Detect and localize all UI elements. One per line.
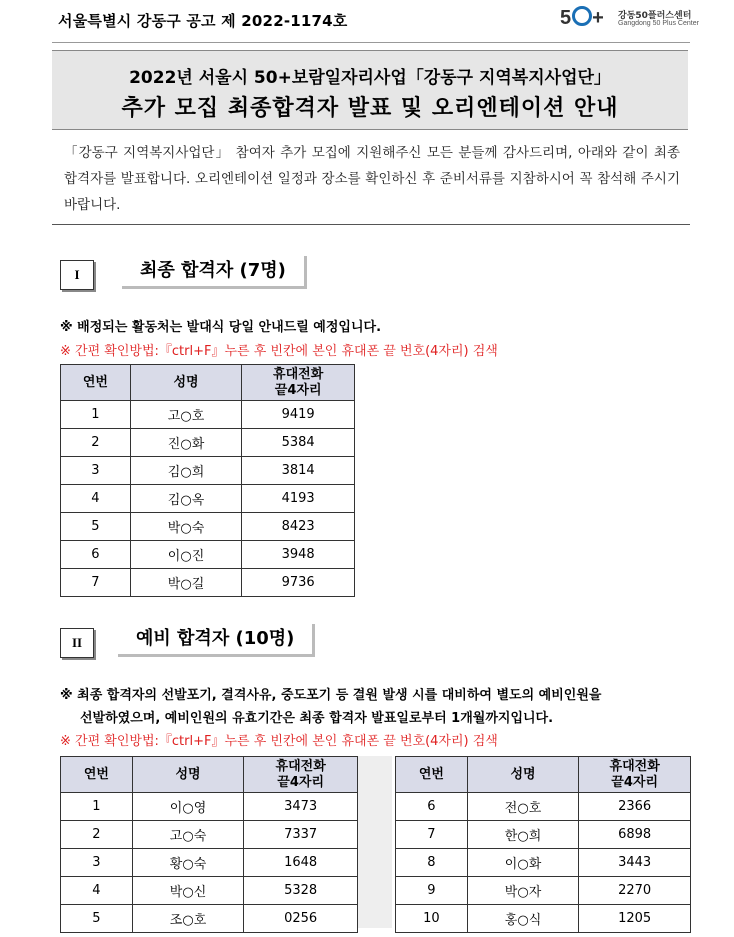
cell-name: 이○영 xyxy=(132,793,244,821)
cell-phone-last4: 5384 xyxy=(242,429,355,457)
logo-english-text: Gangdong 50 Plus Center xyxy=(618,20,699,27)
intro-divider xyxy=(52,224,690,225)
cell-number: 6 xyxy=(396,793,468,821)
section-1-note: ※ 배정되는 활동처는 발대식 당일 안내드릴 예정입니다. xyxy=(60,320,382,335)
cell-number: 2 xyxy=(61,821,133,849)
cell-phone-last4: 5328 xyxy=(244,877,358,905)
table-row xyxy=(61,485,355,513)
col-header-phone xyxy=(579,757,691,793)
header-divider xyxy=(52,42,690,43)
section-2-search-note: ※ 간편 확인방법:『ctrl+F』누른 후 빈칸에 본인 휴대폰 끝 번호(4자리) 검색 xyxy=(60,734,498,749)
cell-phone-last4: 7337 xyxy=(244,821,358,849)
cell-phone-last4: 0256 xyxy=(244,905,358,933)
title-line-1: 2022년 서울시 50+보람일자리사업「강동구 지역복지사업단」 xyxy=(129,68,611,88)
cell-number: 3 xyxy=(61,849,133,877)
cell-name: 박○길 xyxy=(130,569,242,597)
cell-number: 6 xyxy=(61,541,131,569)
center-logo xyxy=(560,6,710,34)
phone-header-line1: 휴대전화 xyxy=(273,366,324,382)
col-header-no: 연번 xyxy=(61,757,133,793)
cell-number: 1 xyxy=(61,793,133,821)
title-banner xyxy=(52,50,688,130)
logo-digit: 5 xyxy=(560,7,572,29)
col-header-phone xyxy=(244,757,358,793)
table-gap-shade xyxy=(358,756,392,928)
cell-number: 10 xyxy=(396,905,468,933)
logo-korean-text: 강동50플러스센터 xyxy=(618,11,692,21)
cell-phone-last4: 3814 xyxy=(242,457,355,485)
cell-phone-last4: 9419 xyxy=(242,401,355,429)
cell-name: 전○호 xyxy=(467,793,579,821)
section-1-search-note: ※ 간편 확인방법:『ctrl+F』누른 후 빈칸에 본인 휴대폰 끝 번호(4자리) 검색 xyxy=(60,344,498,359)
cell-phone-last4: 9736 xyxy=(242,569,355,597)
cell-name: 고○숙 xyxy=(132,821,244,849)
table-row xyxy=(396,905,691,933)
table-row xyxy=(61,541,355,569)
table-row xyxy=(61,569,355,597)
section-2-note-line-2: 선발하였으며, 예비인원의 유효기간은 최종 합격자 발표일로부터 1개월까지입니다. xyxy=(80,711,554,726)
notice-number: 서울특별시 강동구 공고 제 2022-1174호 xyxy=(58,12,348,30)
phone-header-line2: 끝4자리 xyxy=(611,774,659,790)
cell-number: 3 xyxy=(61,457,131,485)
cell-phone-last4: 6898 xyxy=(579,821,691,849)
table-row xyxy=(61,821,358,849)
table-row xyxy=(61,905,358,933)
cell-name: 김○희 xyxy=(130,457,242,485)
cell-name: 이○화 xyxy=(467,849,579,877)
cell-name: 박○신 xyxy=(132,877,244,905)
col-header-no: 연번 xyxy=(61,365,131,401)
cell-phone-last4: 1648 xyxy=(244,849,358,877)
table-row xyxy=(396,793,691,821)
logo-plus: + xyxy=(592,7,604,29)
cell-name: 박○숙 xyxy=(130,513,242,541)
col-header-name: 성명 xyxy=(467,757,579,793)
cell-name: 황○숙 xyxy=(132,849,244,877)
intro-paragraph: 「강동구 지역복지사업단」 참여자 추가 모집에 지원해주신 모든 분들께 감사드리며, 아래와 같이 최종 합격자를 발표합니다. 오리엔테이션 일정과 장소를 확인하신 후 준비서류를 지참하시어 꼭 참석해 주시기 바랍니다. xyxy=(64,145,680,213)
cell-number: 4 xyxy=(61,485,131,513)
table-row xyxy=(396,877,691,905)
phone-header-line1: 휴대전화 xyxy=(275,758,326,774)
cell-name: 홍○식 xyxy=(467,905,579,933)
cell-name: 고○호 xyxy=(130,401,242,429)
reserve-pass-table-left xyxy=(60,756,358,933)
cell-phone-last4: 2270 xyxy=(579,877,691,905)
table-row xyxy=(61,513,355,541)
reserve-pass-table-right xyxy=(395,756,691,933)
cell-phone-last4: 4193 xyxy=(242,485,355,513)
cell-number: 1 xyxy=(61,401,131,429)
cell-phone-last4: 1205 xyxy=(579,905,691,933)
phone-header-line2: 끝4자리 xyxy=(274,382,322,398)
table-row xyxy=(61,429,355,457)
cell-name: 박○자 xyxy=(467,877,579,905)
cell-name: 한○희 xyxy=(467,821,579,849)
section-1-title: 최종 합격자 (7명) xyxy=(122,256,307,289)
phone-header-line2: 끝4자리 xyxy=(277,774,325,790)
cell-phone-last4: 2366 xyxy=(579,793,691,821)
cell-phone-last4: 3948 xyxy=(242,541,355,569)
cell-number: 5 xyxy=(61,905,133,933)
cell-phone-last4: 3443 xyxy=(579,849,691,877)
col-header-phone xyxy=(242,365,355,401)
table-row xyxy=(396,849,691,877)
table-row xyxy=(61,849,358,877)
cell-number: 2 xyxy=(61,429,131,457)
cell-number: 7 xyxy=(396,821,468,849)
col-header-no: 연번 xyxy=(396,757,468,793)
cell-number: 9 xyxy=(396,877,468,905)
col-header-name: 성명 xyxy=(130,365,242,401)
cell-name: 이○진 xyxy=(130,541,242,569)
cell-number: 5 xyxy=(61,513,131,541)
table-row xyxy=(61,401,355,429)
section-2-note-line-1: ※ 최종 합격자의 선발포기, 결격사유, 중도포기 등 결원 발생 시를 대비하여 별도의 예비인원을 xyxy=(60,688,602,703)
cell-name: 조○호 xyxy=(132,905,244,933)
table-row xyxy=(396,821,691,849)
cell-phone-last4: 8423 xyxy=(242,513,355,541)
phone-header-line1: 휴대전화 xyxy=(609,758,660,774)
cell-number: 8 xyxy=(396,849,468,877)
section-1-numeral: I xyxy=(60,260,94,290)
section-2-title: 예비 합격자 (10명) xyxy=(118,624,315,657)
cell-number: 7 xyxy=(61,569,131,597)
table-row xyxy=(61,793,358,821)
cell-name: 진○화 xyxy=(130,429,242,457)
table-row xyxy=(61,457,355,485)
logo-ring-icon xyxy=(572,6,592,26)
section-2-numeral: II xyxy=(60,628,94,658)
title-line-2: 추가 모집 최종합격자 발표 및 오리엔테이션 안내 xyxy=(121,96,619,121)
final-pass-table xyxy=(60,364,355,597)
table-row xyxy=(61,877,358,905)
cell-phone-last4: 3473 xyxy=(244,793,358,821)
cell-number: 4 xyxy=(61,877,133,905)
logo-mark xyxy=(560,6,604,30)
col-header-name: 성명 xyxy=(132,757,244,793)
cell-name: 김○옥 xyxy=(130,485,242,513)
